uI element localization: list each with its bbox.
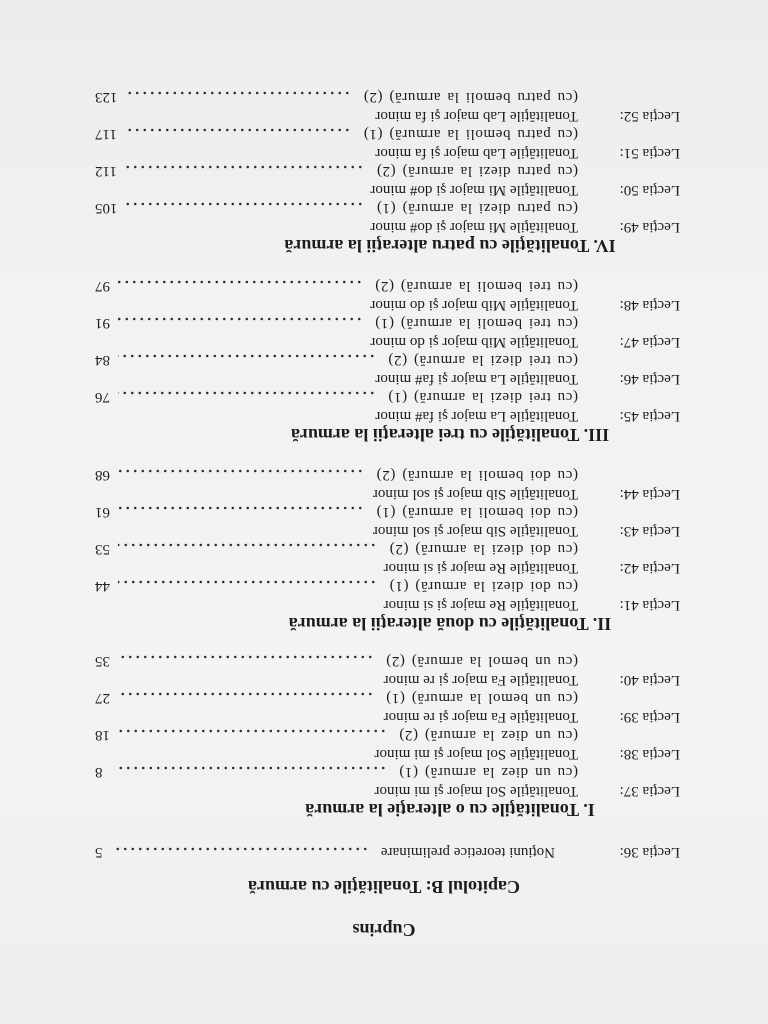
lesson-title: Tonalităţile Lab major şi fa minor: [375, 145, 578, 161]
lesson-detail-row: [95, 351, 578, 370]
page-number: 68: [95, 467, 110, 484]
section-heading: III. Tonalităţile cu trei alteraţii la armură: [290, 425, 610, 445]
dot-leader: [126, 88, 352, 107]
lesson-title: Tonalităţile Mib major şi do minor: [370, 334, 578, 350]
toc-entry-lesson-37: [95, 763, 680, 800]
lesson-detail: (cu trei diezi la armură) (2): [387, 352, 578, 369]
lesson-detail: (cu doi bemoli la armură) (2): [376, 467, 578, 484]
lesson-label: Lecţia 41:: [619, 597, 680, 613]
lesson-title: Tonalităţile Sol major şi mi minor: [374, 783, 578, 799]
lesson-detail: (cu patru bemoli la armură) (2): [363, 89, 578, 106]
page-number: 53: [95, 541, 110, 558]
lesson-label: Lecţia 52:: [619, 108, 680, 124]
dot-leader: [118, 314, 363, 333]
page-number: 18: [95, 727, 110, 744]
lesson-title: Tonalităţile Re major şi si minor: [383, 560, 578, 576]
dot-leader: [115, 842, 369, 862]
lesson-title: Tonalităţile Fa major şi re minor: [383, 672, 578, 688]
toc-entry-lesson-46: [95, 351, 680, 388]
lesson-detail: (cu doi diezi la armură) (2): [389, 541, 578, 558]
lesson-detail-row: [95, 540, 578, 559]
page-number: 91: [95, 315, 110, 332]
lesson-detail: (cu patru diezi la armură) (2): [376, 163, 578, 180]
lesson-label: Lecţia 42:: [619, 560, 680, 576]
lesson-detail-row: [95, 88, 578, 107]
lesson-label: Lecţia 43:: [619, 523, 680, 539]
section-2: [95, 466, 680, 634]
page-number: 117: [95, 126, 117, 143]
page-number: 105: [95, 200, 118, 217]
toc-entry-lesson-36: [95, 842, 680, 862]
lesson-detail-row: [95, 199, 578, 218]
lesson-detail-row: [95, 388, 578, 407]
toc-entry-lesson-44: [95, 466, 680, 503]
dot-leader: [125, 162, 364, 181]
lesson-title: Tonalităţile Lab major şi fa minor: [375, 108, 578, 124]
section-1: [95, 652, 680, 820]
lesson-detail-row: [95, 652, 578, 671]
toc-entry-lesson-42: [95, 540, 680, 577]
toc-entry-lesson-51: [95, 125, 680, 162]
lesson-detail-row: [95, 763, 578, 782]
page-number: 84: [95, 352, 110, 369]
lesson-title: Tonalităţile Sol major şi mi minor: [374, 746, 578, 762]
lesson-detail: (cu patru diezi la armură) (1): [376, 200, 578, 217]
lesson-detail-row: [95, 277, 578, 296]
lesson-label: Lecţia 44:: [619, 486, 680, 502]
dot-leader: [125, 125, 351, 144]
lesson-title: Tonalităţile La major şi fa# minor: [375, 371, 578, 387]
lesson-title: Tonalităţile Sib major şi sol minor: [372, 523, 578, 539]
toc-entry-lesson-43: [95, 503, 680, 540]
section-3: [95, 277, 680, 445]
section-4: [95, 88, 680, 256]
lesson-detail: (cu doi bemoli la armură) (1): [376, 504, 578, 521]
dot-leader: [118, 689, 374, 708]
section-heading: II. Tonalităţile cu două alteraţii la armură: [288, 614, 612, 634]
lesson-label: Lecţia 38:: [619, 746, 680, 762]
lesson-title: Tonalităţile Re major şi si minor: [383, 597, 578, 613]
lesson-detail-row: [95, 314, 578, 333]
lesson-label: Lecţia 36:: [619, 844, 680, 860]
lesson-label: Lecţia 49:: [619, 219, 680, 235]
lesson-detail-row: [95, 503, 578, 522]
lesson-detail-row: [95, 125, 578, 144]
toc-entry-lesson-50: [95, 162, 680, 199]
page-number: 76: [95, 389, 110, 406]
page-number: 35: [95, 653, 110, 670]
toc-entry-lesson-47: [95, 314, 680, 351]
lesson-label: Lecţia 40:: [619, 672, 680, 688]
dot-leader: [118, 726, 387, 745]
lesson-title: Tonalităţile Mi major şi do# minor: [370, 219, 578, 235]
page-number: 5: [95, 844, 103, 860]
lesson-detail-row: [95, 689, 578, 708]
dot-leader: [118, 503, 364, 522]
lesson-detail-row: [95, 162, 578, 181]
lesson-title: Tonalităţile Fa major şi re minor: [383, 709, 578, 725]
lesson-detail: (cu un bemol la armură) (1): [385, 690, 578, 707]
dot-leader: [118, 577, 377, 596]
page-number: 112: [95, 163, 117, 180]
chapter-title: Capitolul B: Tonalităţile cu armură: [247, 877, 521, 897]
lesson-label: Lecţia 37:: [619, 783, 680, 799]
lesson-title: Noţiuni teoretice preliminare: [380, 844, 555, 860]
lesson-label: Lecţia 47:: [619, 334, 680, 350]
dot-leader: [118, 652, 374, 671]
toc-entry-lesson-45: [95, 388, 680, 425]
lesson-detail-row: [95, 726, 578, 745]
lesson-detail: (cu un bemol la armură) (2): [385, 653, 578, 670]
lesson-label: Lecţia 50:: [619, 182, 680, 198]
dot-leader: [118, 277, 363, 296]
lesson-label: Lecţia 46:: [619, 371, 680, 387]
lesson-title: Tonalităţile Sib major şi sol minor: [372, 486, 578, 502]
dot-leader: [118, 540, 377, 559]
lesson-title: Tonalităţile Mib major şi do minor: [370, 297, 578, 313]
lesson-detail: (cu patru bemoli la armură) (1): [363, 126, 578, 143]
section-heading: IV. Tonalităţile cu patru alteraţii la armură: [284, 236, 616, 256]
lesson-title: Tonalităţile La major şi fa# minor: [375, 408, 578, 424]
page-number: 61: [95, 504, 110, 521]
dot-leader: [115, 763, 387, 782]
lesson-label: Lecţia 48:: [619, 297, 680, 313]
dot-leader: [118, 351, 376, 370]
lesson-detail: (cu trei bemoli la armură) (1): [374, 315, 578, 332]
lesson-detail: (cu un diez la armură) (1): [398, 764, 578, 781]
toc-entry-lesson-38: [95, 726, 680, 763]
page-number: 44: [95, 578, 110, 595]
dot-leader: [126, 199, 365, 218]
lesson-title: Tonalităţile Mi major şi do# minor: [370, 182, 578, 198]
lesson-label: Lecţia 51:: [619, 145, 680, 161]
toc-entry-lesson-49: [95, 199, 680, 236]
page-number: 27: [95, 690, 110, 707]
lesson-detail: (cu trei diezi la armură) (1): [387, 389, 578, 406]
toc-entry-lesson-48: [95, 277, 680, 314]
lesson-detail-row: [95, 466, 578, 485]
page-number: 97: [95, 278, 110, 295]
page-number: 8: [95, 764, 103, 781]
toc-entry-lesson-39: [95, 689, 680, 726]
toc-title: Cuprins: [352, 920, 416, 940]
toc-entry-lesson-52: [95, 88, 680, 125]
lesson-detail: (cu doi diezi la armură) (1): [389, 578, 578, 595]
section-heading: I. Tonalităţile cu o alteraţie la armură: [305, 800, 595, 820]
toc-entry-lesson-41: [95, 577, 680, 614]
lesson-detail: (cu trei bemoli la armură) (2): [374, 278, 578, 295]
lesson-detail-row: [95, 577, 578, 596]
dot-leader: [118, 388, 376, 407]
page-number: 123: [95, 89, 118, 106]
dot-leader: [118, 466, 364, 485]
lesson-detail: (cu un diez la armură) (2): [398, 727, 578, 744]
lesson-label: Lecţia 39:: [619, 709, 680, 725]
lesson-label: Lecţia 45:: [619, 408, 680, 424]
toc-entry-lesson-40: [95, 652, 680, 689]
